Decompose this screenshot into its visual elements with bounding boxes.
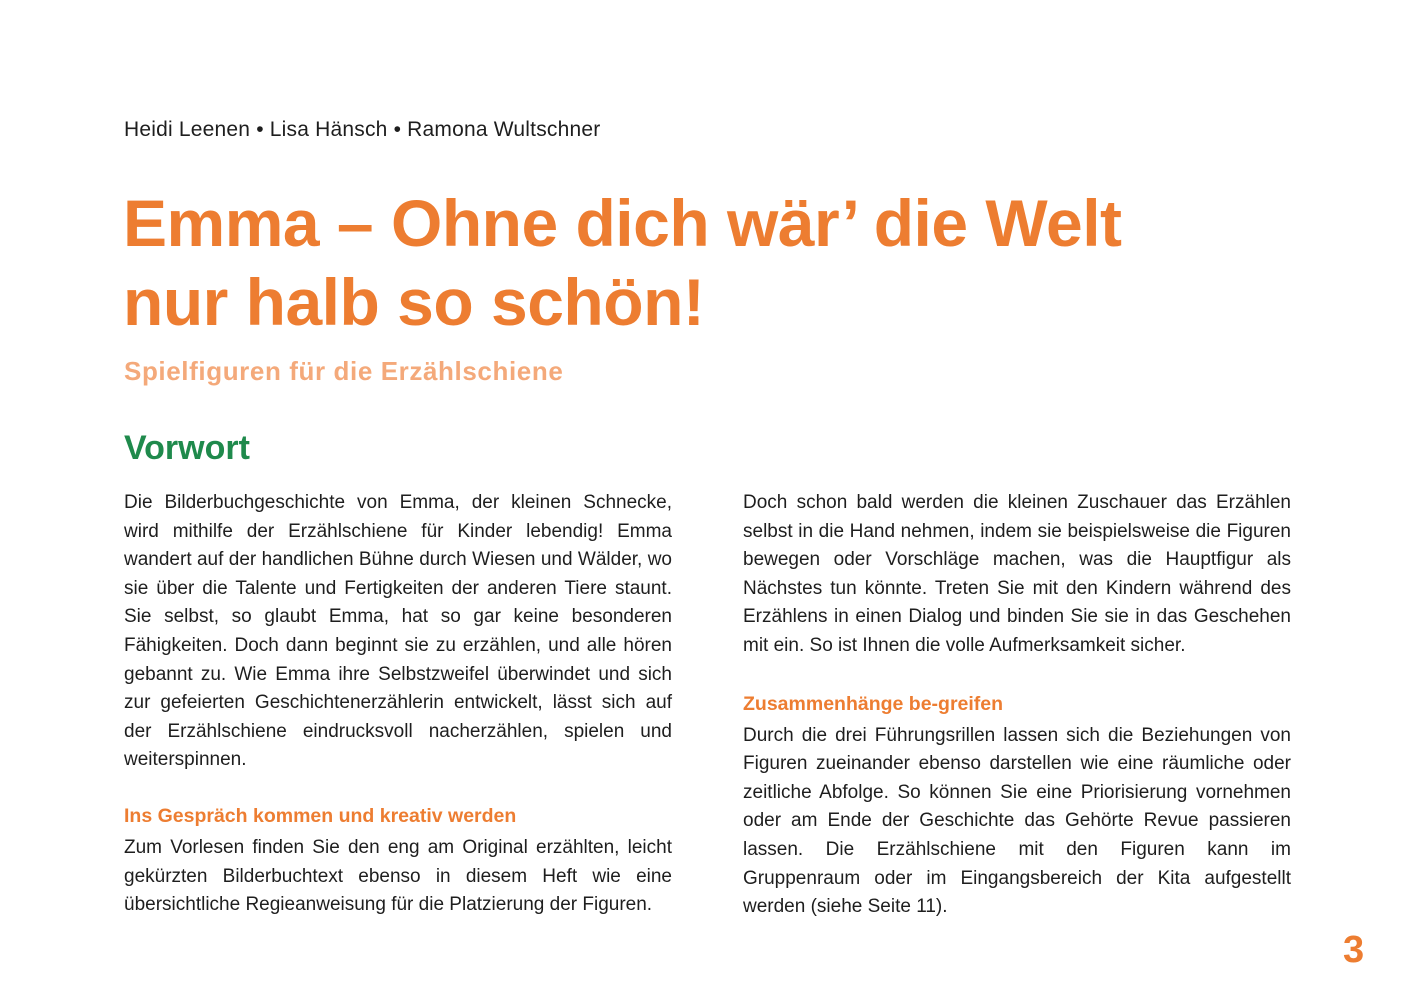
page-title — [123, 184, 1223, 342]
author-line: Heidi Leenen • Lisa Hänsch • Ramona Wultschner — [124, 118, 601, 141]
section-heading-vorwort: Vorwort — [124, 429, 250, 467]
zuschauer-paragraph: Doch schon bald werden die kleinen Zuschauer das Erzählen selbst in die Hand nehmen, indem sie beispielsweise die Figuren bewegen oder Vorschläge machen, was die Hauptfigur als Nächstes tun könnte. Treten Sie mit den Kindern während des Erzählens in einen Dialog und binden Sie sie in das Geschehen mit ein. So ist Ihnen die volle Aufmerksamkeit sicher. — [743, 492, 1291, 656]
intro-paragraph: Die Bilderbuchgeschichte von Emma, der kleinen Schnecke, wird mithilfe der Erzählschiene für Kinder lebendig! Emma wandert auf der handlichen Bühne durch Wiesen und Wälder, wo sie über die Talente und Fertigkeiten der anderen Tiere staunt. Sie selbst, so glaubt Emma, hat so gar keine besonderen Fähigkeiten. Doch dann beginnt sie zu erzählen, und alle hören gebannt zu. Wie Emma ihre Selbstzweifel überwindet und sich zur gefeierten Geschichtenerzählerin entwickelt, lässt sich auf der Erzählschiene eindrucksvoll nacherzählen, spielen und weiterspinnen. — [124, 492, 672, 771]
right-text-column — [743, 489, 1291, 922]
subheading-zusammenhaenge: Zusammenhänge be-greifen — [743, 692, 1004, 715]
page-number: 3 — [1343, 929, 1365, 971]
subheading-gespraech: Ins Gespräch kommen und kreativ werden — [124, 804, 517, 827]
title-line-2: nur halb so schön! — [123, 265, 705, 339]
zusammenhaenge-paragraph: Durch die drei Führungsrillen lassen sich die Beziehungen von Figuren zueinander ebenso darstellen wie eine räumliche oder zeitliche Abfolge. So können Sie eine Priorisierung vornehmen oder am Ende der Geschichte das Gehörte Revue passieren lassen. Die Erzählschiene mit den Figuren kann im Gruppenraum oder im Eingangsbereich der Kita aufgestellt werden (siehe Seite 11). — [743, 724, 1291, 918]
gespraech-paragraph: Zum Vorlesen finden Sie den eng am Original erzählten, leicht gekürzten Bilderbuchtext ebenso in diesem Heft wie eine übersichtliche Regieanweisung für die Platzierung der Figuren. — [124, 836, 672, 916]
title-line-1: Emma – Ohne dich wär’ die Welt — [123, 186, 1122, 260]
page-subtitle: Spielfiguren für die Erzählschiene — [124, 356, 564, 386]
left-text-column — [124, 489, 672, 920]
